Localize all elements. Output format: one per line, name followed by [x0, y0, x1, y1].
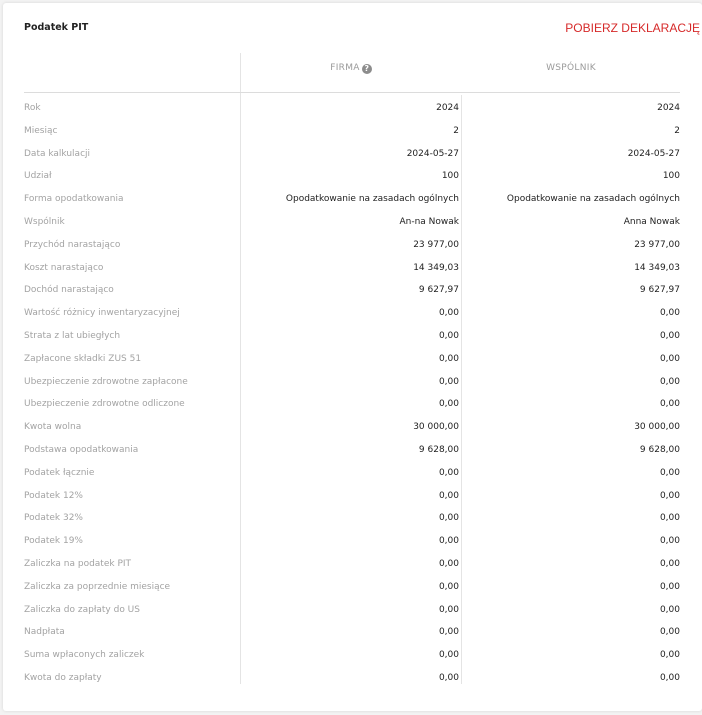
row-label: Podatek 19% — [24, 536, 83, 547]
wspolnik-value: 2 — [674, 125, 680, 136]
firma-value: 0,00 — [438, 581, 459, 592]
table-row — [3, 97, 702, 120]
firma-value: 0,00 — [438, 650, 459, 661]
table-row — [3, 257, 702, 280]
wspolnik-value: 2024 — [657, 103, 680, 113]
firma-value: An-na Nowak — [399, 216, 459, 227]
card-title: Podatek PIT — [24, 22, 89, 33]
table-row — [3, 279, 702, 302]
firma-value: 2 — [453, 125, 459, 136]
wspolnik-value: 0,00 — [659, 376, 680, 387]
firma-value: 9 627,97 — [418, 285, 459, 296]
row-label: Ubezpieczenie zdrowotne odliczone — [24, 399, 185, 410]
pit-card — [3, 3, 702, 711]
row-label: Nadpłata — [24, 627, 65, 638]
firma-value: 0,00 — [438, 627, 459, 638]
table-row — [3, 348, 702, 371]
firma-value: 14 349,03 — [413, 262, 459, 273]
table-row — [3, 644, 702, 667]
column-header-wspolnik — [462, 63, 680, 73]
firma-value: 0,00 — [438, 399, 459, 410]
row-label: Kwota wolna — [24, 422, 82, 433]
wspolnik-value: 0,00 — [659, 308, 680, 319]
wspolnik-value: 0,00 — [659, 627, 680, 638]
table-row — [3, 621, 702, 644]
column-header-firma-label: FIRMA — [330, 63, 360, 73]
firma-value: 0,00 — [438, 536, 459, 547]
table-row — [3, 371, 702, 394]
firma-value: 0,00 — [438, 513, 459, 524]
help-icon[interactable]: ? — [362, 64, 372, 74]
wspolnik-value: 0,00 — [659, 536, 680, 547]
download-declaration-button[interactable]: POBIERZ DEKLARACJĘ — [565, 21, 700, 35]
firma-value: 0,00 — [438, 376, 459, 387]
row-label: Podatek łącznie — [24, 467, 95, 478]
column-header-wspolnik-label: WSPÓLNIK — [546, 63, 596, 73]
wspolnik-value: 100 — [662, 171, 680, 182]
row-label: Zaliczka na podatek PIT — [24, 558, 132, 569]
wspolnik-value: 0,00 — [659, 650, 680, 661]
table-row — [3, 553, 702, 576]
row-label: Strata z lat ubiegłych — [24, 330, 121, 341]
column-header-firma — [241, 63, 461, 74]
firma-value: 0,00 — [438, 672, 459, 683]
wspolnik-value: 0,00 — [659, 581, 680, 592]
firma-value: 9 628,00 — [418, 444, 459, 455]
row-label: Zaliczka za poprzednie miesiące — [24, 581, 171, 592]
row-label: Udział — [24, 171, 52, 182]
wspolnik-value: 0,00 — [659, 604, 680, 615]
wspolnik-value: 9 628,00 — [639, 444, 680, 455]
table-row — [3, 599, 702, 622]
table-row — [3, 576, 702, 599]
wspolnik-value: 14 349,03 — [634, 262, 680, 273]
firma-value: 0,00 — [438, 558, 459, 569]
wspolnik-value: 0,00 — [659, 330, 680, 341]
row-label: Rok — [24, 103, 41, 113]
row-label: Dochód narastająco — [24, 285, 114, 296]
firma-value: 0,00 — [438, 353, 459, 364]
table-row — [3, 211, 702, 234]
wspolnik-value: 0,00 — [659, 353, 680, 364]
wspolnik-value: 30 000,00 — [634, 422, 680, 433]
wspolnik-value: 9 627,97 — [639, 285, 680, 296]
row-label: Forma opodatkowania — [24, 194, 124, 205]
table-row — [3, 120, 702, 143]
firma-value: 0,00 — [438, 467, 459, 478]
row-label: Podatek 12% — [24, 490, 83, 501]
firma-value: 100 — [441, 171, 459, 182]
row-label: Miesiąc — [24, 125, 58, 136]
table-row — [3, 188, 702, 211]
row-label: Data kalkulacji — [24, 148, 91, 159]
wspolnik-value: Opodatkowanie na zasadach ogólnych — [506, 194, 680, 205]
row-label: Wartość różnicy inwentaryzacyjnej — [24, 308, 180, 319]
wspolnik-value: 0,00 — [659, 513, 680, 524]
wspolnik-value: 0,00 — [659, 672, 680, 683]
firma-value: 0,00 — [438, 604, 459, 615]
table-row — [3, 462, 702, 485]
table-row — [3, 302, 702, 325]
table-row — [3, 325, 702, 348]
table-row — [3, 667, 702, 690]
firma-value: 23 977,00 — [413, 239, 459, 250]
table-row — [3, 143, 702, 166]
table-row — [3, 485, 702, 508]
row-label: Kwota do zapłaty — [24, 672, 102, 683]
firma-value: Opodatkowanie na zasadach ogólnych — [285, 194, 459, 205]
firma-value: 2024-05-27 — [406, 148, 459, 159]
table-row — [3, 234, 702, 257]
pit-table — [3, 97, 702, 690]
wspolnik-value: 0,00 — [659, 490, 680, 501]
firma-value: 0,00 — [438, 490, 459, 501]
row-label: Koszt narastająco — [24, 262, 104, 273]
row-label: Zapłacone składki ZUS 51 — [24, 353, 142, 364]
wspolnik-value: Anna Nowak — [623, 216, 680, 227]
table-row — [3, 393, 702, 416]
row-label: Podstawa opodatkowania — [24, 444, 139, 455]
row-label: Przychód narastająco — [24, 239, 121, 250]
wspolnik-value: 23 977,00 — [634, 239, 680, 250]
firma-value: 30 000,00 — [413, 422, 459, 433]
header-divider — [24, 92, 680, 93]
wspolnik-value: 0,00 — [659, 558, 680, 569]
firma-value: 2024 — [436, 103, 459, 113]
row-label: Suma wpłaconych zaliczek — [24, 650, 145, 661]
table-row — [3, 439, 702, 462]
row-label: Wspólnik — [24, 216, 65, 227]
table-row — [3, 416, 702, 439]
table-row — [3, 530, 702, 553]
wspolnik-value: 0,00 — [659, 467, 680, 478]
wspolnik-value: 0,00 — [659, 399, 680, 410]
row-label: Podatek 32% — [24, 513, 83, 524]
firma-value: 0,00 — [438, 308, 459, 319]
table-row — [3, 507, 702, 530]
row-label: Zaliczka do zapłaty do US — [24, 604, 140, 615]
row-label: Ubezpieczenie zdrowotne zapłacone — [24, 376, 188, 387]
firma-value: 0,00 — [438, 330, 459, 341]
wspolnik-value: 2024-05-27 — [627, 148, 680, 159]
table-row — [3, 165, 702, 188]
